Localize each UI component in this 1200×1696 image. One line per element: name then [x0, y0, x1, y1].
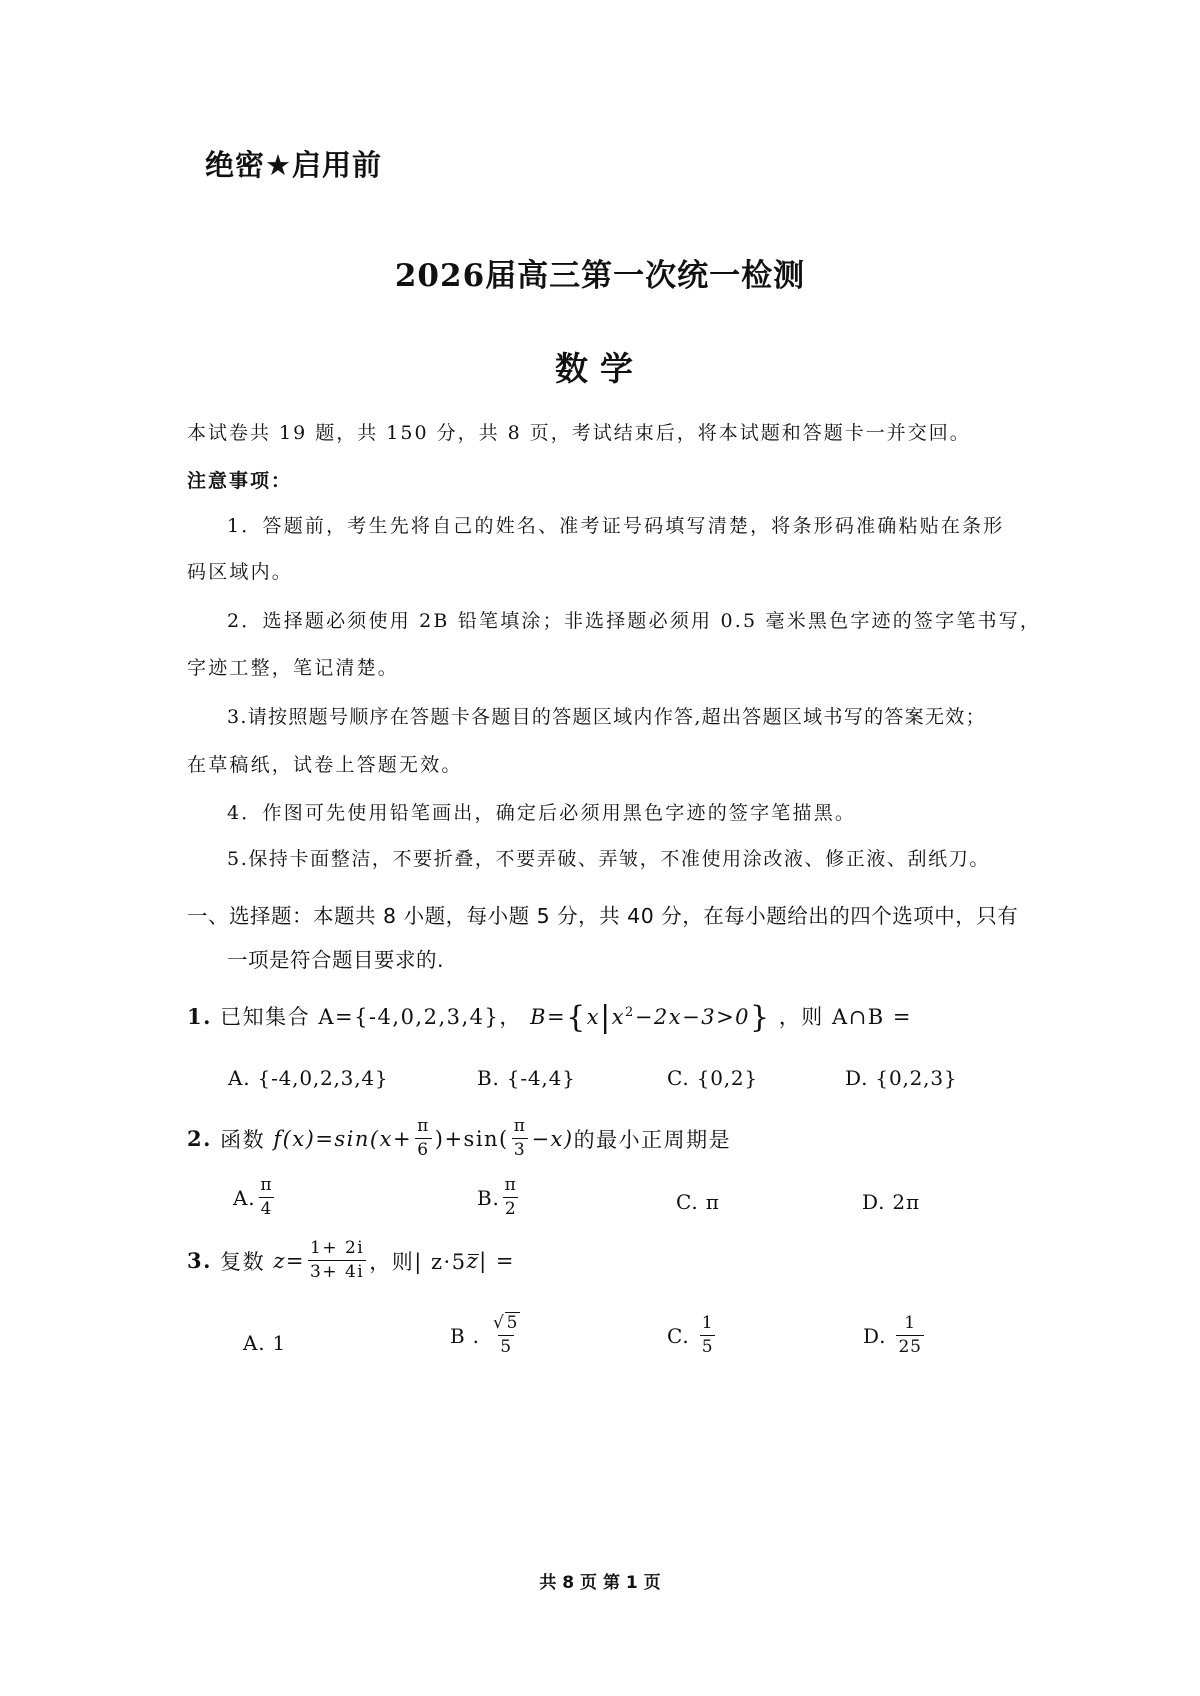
question-1-set-b-var: x — [586, 1005, 601, 1029]
question-1-option-a: A. {-4,0,2,3,4} — [228, 1066, 389, 1090]
fraction-numerator: 1 — [701, 1313, 714, 1333]
question-2-suffix: 的最小正周期是 — [573, 1127, 732, 1152]
fraction-denominator: 2 — [504, 1199, 517, 1219]
question-1-set-b-condition: −2x−3>0 — [634, 1005, 751, 1029]
question-1-option-d: D. {0,2,3} — [845, 1066, 958, 1090]
question-2-option-b — [477, 1177, 522, 1218]
fraction-denominator: 6 — [417, 1140, 430, 1160]
option-label: B. — [477, 1185, 500, 1210]
notice-item-3-line2: 在草稿纸，试卷上答题无效。 — [187, 754, 463, 776]
question-1-option-c: C. {0,2} — [667, 1066, 758, 1090]
question-3-option-a: A. 1 — [243, 1331, 287, 1355]
fraction-numerator: π — [513, 1116, 527, 1136]
fraction-denominator: 3+ 4i — [310, 1262, 365, 1282]
option-label: C. — [667, 1323, 690, 1348]
question-2-option-a — [233, 1177, 277, 1218]
question-1: 1. 已知集合 A={-4,0,2,3,4}， $B=\{x|x^2-2x-3>0\}$ ，则 A∩B = — [187, 1000, 912, 1035]
notice-item-2-line2: 字迹工整，笔记清楚。 — [187, 657, 400, 679]
question-1-exponent: 2 — [625, 1005, 635, 1020]
section-heading-line2: 一项是符合题目要求的. — [227, 948, 445, 972]
option-fraction — [258, 1177, 274, 1218]
confidential-label: 绝密★启用前 — [205, 148, 382, 182]
question-number: 1. — [187, 1004, 212, 1029]
question-1-suffix: ，则 A∩B = — [778, 1005, 912, 1029]
notice-item-1-line2: 码区域内。 — [187, 561, 294, 583]
notice-item-5: 5.保持卡面整洁，不要折叠，不要弄破、弄皱，不准使用涂改液、修正液、刮纸刀。 — [227, 848, 990, 870]
fraction-denominator: 3 — [513, 1140, 527, 1160]
question-3-option-d — [863, 1315, 927, 1356]
notice-item-4: 4．作图可先使用铅笔画出，确定后必须用黑色字迹的签字笔描黑。 — [227, 802, 857, 824]
question-1-set-b-label: B — [530, 1005, 548, 1029]
notice-item-1-line1: 1．答题前，考生先将自己的姓名、准考证号码填写清楚，将条形码准确粘贴在条形 — [227, 515, 1005, 537]
fraction-numerator: π — [417, 1116, 430, 1136]
question-1-set-a: A={-4,0,2,3,4}， — [318, 1005, 522, 1029]
fraction-denominator: 4 — [260, 1199, 273, 1219]
fraction-denominator: 5 — [701, 1337, 714, 1357]
question-3: 3. 复数 z = $\frac{1+ 2i}{3+ 4i}$ ，则| z·5 z | = — [187, 1238, 516, 1282]
question-3-prefix: 复数 — [220, 1249, 266, 1274]
fraction-numerator: π — [260, 1175, 273, 1195]
question-3-z-conjugate: z — [466, 1248, 480, 1273]
option-fraction — [490, 1315, 522, 1356]
option-label: A. — [233, 1185, 256, 1210]
notice-item-3-line1: 3.请按照题号顺序在答题卡各题目的答题区域内作答,超出答题区域书写的答案无效； — [227, 706, 986, 728]
notice-item-2-line1: 2．选择题必须使用 2B 铅笔填涂；非选择题必须用 0.5 毫米黑色字迹的签字笔书写， — [227, 610, 1042, 632]
fraction-denominator: 25 — [898, 1337, 922, 1357]
subject-title: 数学 — [555, 349, 645, 388]
question-2-prefix: 函数 — [220, 1127, 266, 1152]
question-1-set-b-cond-var: x — [611, 1005, 626, 1029]
fraction-numerator: 1 — [904, 1313, 916, 1333]
question-2-fraction-1 — [415, 1118, 432, 1159]
question-3-option-c — [667, 1315, 718, 1356]
question-3-suffix-post: | = — [479, 1248, 516, 1273]
exam-title: 2026届高三第一次统一检测 — [394, 258, 806, 294]
question-number: 3. — [187, 1248, 212, 1273]
option-fraction — [896, 1315, 923, 1356]
question-2-expr-mid: )+sin( — [434, 1126, 509, 1151]
question-2-expr-start: f(x)=sin(x+ — [273, 1126, 413, 1151]
option-fraction — [503, 1177, 519, 1218]
question-3-z: z — [273, 1248, 286, 1273]
fraction-numerator: π — [504, 1175, 517, 1195]
fraction-numerator: √ 5 — [492, 1313, 519, 1333]
question-1-prefix: 已知集合 — [220, 1005, 311, 1029]
section-heading-line1: 一、选择题：本题共 8 小题，每小题 5 分，共 40 分，在每小题给出的四个选项中，只有 — [187, 904, 1019, 928]
exam-intro: 本试卷共 19 题，共 150 分，共 8 页，考试结束后，将本试题和答题卡一并交回。 — [187, 422, 971, 444]
question-2-option-c: C. π — [676, 1190, 720, 1214]
radicand: 5 — [506, 1313, 519, 1333]
question-number: 2. — [187, 1126, 212, 1151]
question-1-option-b: B. {-4,4} — [477, 1066, 576, 1090]
notice-heading: 注意事项： — [187, 470, 293, 492]
question-2 — [187, 1118, 731, 1159]
page-footer: 共 8 页 第 1 页 — [539, 1573, 661, 1593]
question-2-option-d: D. 2π — [862, 1190, 920, 1214]
option-label: B . — [450, 1323, 480, 1348]
option-fraction — [700, 1315, 716, 1356]
option-label: D. — [863, 1323, 887, 1348]
question-3-suffix-pre: ，则| z·5 — [369, 1249, 467, 1274]
question-2-fraction-2 — [512, 1118, 529, 1159]
fraction-numerator: 1+ 2i — [310, 1238, 365, 1258]
question-2-expr-end: −x) — [531, 1126, 574, 1151]
fraction-denominator: 5 — [500, 1337, 512, 1357]
question-3-option-b — [450, 1315, 525, 1356]
question-3-fraction — [308, 1240, 366, 1281]
